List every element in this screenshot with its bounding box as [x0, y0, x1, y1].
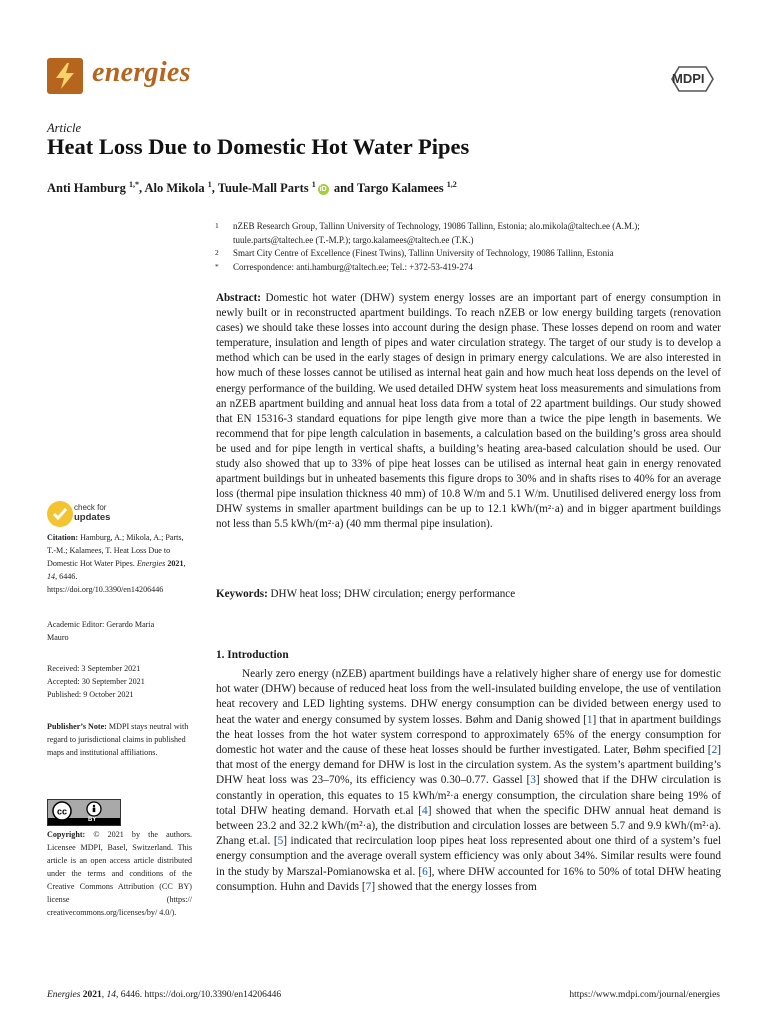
orcid-icon[interactable]: iD	[319, 186, 327, 194]
reference-link[interactable]: 7	[365, 880, 372, 893]
author-affiliation-mark: 1,*	[128, 180, 139, 189]
intro-text: Nearly zero energy (nZEB) apartment buildings have a relatively higher share of energy use for domestic hot water (DHW) because of reduced heat loss from the well-insulated building envelope, the use of ventilation heat recovery and LED lighting systems. DHW energy consumption can be divided between energy used to heat the water and energy consumed by system losses. Bøhm and Danig showed [	[216, 668, 721, 726]
affiliation-line: Correspondence: anti.hamburg@taltech.ee; Tel.: +372-53-419-274	[233, 261, 473, 272]
intro-text: ] that in apartment buildings the heat losses from the hot water system correspond to approximately 65% of the energy consumption for domestic hot water and the cause of these heat losses should be further investigated. Later, Bøhm specified [	[216, 713, 721, 757]
abstract	[216, 291, 721, 533]
abstract-text: Domestic hot water (DHW) system energy losses are an important part of energy consumption in newly built or in reconstructed apartment buildings. To reach nZEB or low energy building targets (renovation cases) we should take these losses into account during the design phase. These losses depend on room and water temperature, insulation and length of pipes and water circulation strategy. The target of our study is to develop a method which can be used in the early stages of design in primary energy calculations. We are also interested in how much of these losses cannot be utilised as internal heat gain and how much heat loss depends on the level of energy performance of the building. We used detailed DHW system heat loss measurements and simulations from an nZEB apartment building and annual heat loss data from a total of 22 apartment buildings. Our study showed that EN 15316-3 standard equations for pipe length give more than a twice the pipe length in basements. We recommend that for pipe length calculation in basements, a calculation based on the building’s gross area should be used and for pipe length in vertical shafts, a building’s heating area-based calculation should be used. Our study also showed that up to 33% of pipe heat losses can be utilised as internal heat gain in energy renovated apartment buildings but in unheated basements this figure drops to 30% and in shafts rises to 40% for an average loss (thermal pipe insulation thickness 40 mm) of 10.8 W/m and 5.1 W/m. Unutilised delivered energy loss from DHW systems in smaller apartment buildings can be up to 12.1 kWh/(m²·a) and in bigger apartment buildings not less than 5.5 kWh/(m²·a) (40 mm thermal pipe insulation).	[216, 292, 721, 531]
intro-text: ] showed that the energy losses from	[371, 880, 537, 893]
footer-journal: Energies	[47, 990, 81, 1000]
cc-by-label: BY	[88, 817, 97, 823]
publishers-note-label: Publisher’s Note:	[47, 722, 107, 731]
citation-label: Citation:	[47, 533, 79, 542]
abstract-label: Abstract:	[216, 292, 261, 304]
intro-text: ], where DHW accounted for 16% to 50% of total DHW heating consumption. Huhn and Davids [	[216, 865, 722, 893]
citation-journal: Energies	[136, 559, 166, 568]
footer-doi-link[interactable]: , 6446. https://doi.org/10.3390/en14206446	[116, 990, 282, 1000]
reference-link[interactable]: 2	[711, 744, 718, 757]
keywords	[216, 588, 721, 600]
footer-year: 2021	[82, 990, 102, 1000]
keywords-text: DHW heat loss; DHW circulation; energy performance	[270, 588, 516, 600]
author-name[interactable]: Anti Hamburg	[47, 181, 129, 196]
copyright-text: © 2021 by the authors. Licensee MDPI, Basel, Switzerland. This article is an open access article distributed under the terms and conditions of the Creative Commons Attribution (CC BY) license (https:// creativecommons.org/licenses/by/ 4.0/).	[47, 830, 192, 917]
affiliation-number: 1	[215, 221, 219, 230]
reference-link[interactable]: 6	[422, 865, 428, 878]
article-type: Article	[47, 121, 82, 135]
journal-name[interactable]: energies	[92, 57, 191, 88]
section-heading-introduction: 1. Introduction	[216, 649, 289, 661]
footer-citation: Energies 2021, 14, 6446. https://doi.org/10.3390/en14206446	[47, 990, 282, 1000]
author-separator: ,	[211, 181, 218, 196]
author-name[interactable]: Alo Mikola	[144, 181, 208, 196]
citation-text: Hamburg, A.; Mikola, A.; Parts, T.-M.; Kalamees, T. Heat Loss Due to Domestic Hot Water Pipes.	[47, 533, 184, 568]
intro-text: ] showed that when the specific DHW annual heat demand is between 23.2 and 32.2 kWh/(m²·a), the distribution and circulation losses are between 5.7 and 9.9 kWh/(m²·a). Zhang et.al. [	[216, 804, 722, 848]
dates-block	[47, 662, 192, 701]
affiliation-line: tuule.parts@taltech.ee (T.-M.P.); targo.kalamees@taltech.ee (T.K.)	[233, 234, 474, 245]
author-affiliation-mark: 1	[311, 180, 316, 189]
article-title: Heat Loss Due to Domestic Hot Water Pipes	[47, 134, 470, 159]
citation-volume: 14	[47, 572, 56, 581]
affiliation-number: 2	[215, 248, 219, 257]
check-updates-label-1: check for	[74, 503, 107, 512]
affiliation-line: Smart City Centre of Excellence (Finest Twins), Tallinn University of Technology, 19086 Tallinn, Estonia	[233, 248, 614, 258]
copyright-label: Copyright:	[47, 830, 86, 839]
affiliation-line: nZEB Research Group, Tallinn University of Technology, 19086 Tallinn, Estonia; alo.mikola@taltech.ee (A.M.);	[233, 221, 640, 231]
check-updates-icon	[47, 501, 73, 527]
mdpi-logo[interactable]	[666, 64, 718, 94]
reference-link[interactable]: 5	[277, 835, 284, 848]
citation-doi[interactable]: , 6446. https://doi.org/10.3390/en14206446	[47, 572, 164, 594]
footer-volume: 14	[106, 990, 117, 1000]
affiliation-item	[215, 261, 715, 275]
published-date: Published: 9 October 2021	[47, 690, 134, 699]
author-separator: and	[330, 181, 357, 196]
reference-link[interactable]: 1	[586, 713, 593, 726]
author-list	[47, 180, 457, 196]
cc-by-license-badge[interactable]	[47, 799, 121, 826]
affiliations	[215, 220, 715, 274]
academic-editor: Academic Editor: Gerardo Maria Mauro	[47, 620, 155, 642]
intro-text: ] indicated that recirculation loop pipes heat loss represented about one third of a system’s fuel energy consumption and the average overall system efficiency was only about 34%. Similar results were found in the study by Marszal-Pomianowska et al. [	[216, 835, 721, 878]
keywords-label: Keywords:	[216, 588, 268, 600]
lightning-bolt-icon	[47, 58, 83, 94]
journal-logo-icon	[47, 58, 83, 94]
publishers-note	[47, 720, 192, 759]
introduction-paragraph	[216, 667, 721, 895]
author-name[interactable]: Targo Kalamees	[356, 181, 447, 196]
author-name[interactable]: Tuule-Mall Parts	[217, 181, 312, 196]
svg-text:cc: cc	[56, 806, 68, 817]
reference-link[interactable]: 4	[422, 804, 428, 817]
check-updates-label-2: updates	[74, 512, 111, 523]
affiliation-number: *	[215, 261, 219, 271]
author-affiliation-mark: 1	[207, 180, 212, 189]
mdpi-logo-text: MDPI	[672, 71, 705, 86]
copyright-block	[47, 828, 192, 919]
footer-journal-url[interactable]: https://www.mdpi.com/journal/energies	[569, 990, 720, 1000]
author-separator: ,	[138, 181, 145, 196]
citation-year: 2021	[167, 559, 184, 568]
received-date: Received: 3 September 2021	[47, 664, 141, 673]
affiliation-item	[215, 220, 715, 247]
intro-text: ] showed that if the DHW circulation is constantly in operation, this equates to 15 kWh/m²·a energy consumption, the circulation share being 19% of total DHW heating demand. Horvath et.al [	[216, 774, 721, 817]
reference-link[interactable]: 3	[530, 774, 536, 787]
author-affiliation-mark: 1,2	[446, 180, 457, 189]
accepted-date: Accepted: 30 September 2021	[47, 677, 145, 686]
intro-text: ] that most of the energy demand for DHW is lost in the circulation system. As the system’s apartment building’s DHW heat loss was 23–70%, its efficiency was 0.30–0.77. Gassel [	[216, 744, 721, 787]
publishers-note-text: MDPI stays neutral with regard to jurisdictional claims in published maps and institutional affiliations.	[47, 722, 189, 757]
citation-block: Citation: Hamburg, A.; Mikola, A.; Parts, T.-M.; Kalamees, T. Heat Loss Due to Domestic Hot Water Pipes. Energies 2021, 14, 6446. https://doi.org/10.3390/en14206446	[47, 533, 186, 594]
affiliation-item	[215, 247, 715, 261]
